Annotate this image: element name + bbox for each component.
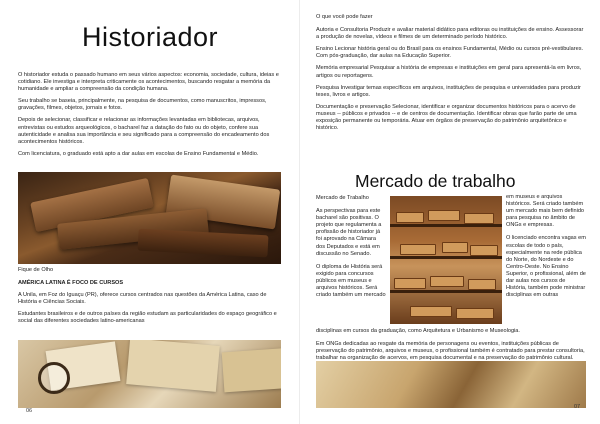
market-right-column [506,194,586,299]
activity-item: Documentação e preservação Selecionar, identificar e organizar documentos históricos para o acervo de museus -- públicos e privados -- e de centros de documentação. Identificar obras que farão parte de uma exposição permanente ou temporária. Atuar em órgãos de preservação do patrimônio arquitetônico e histórico. [316,103,577,132]
market-title: Mercado de trabalho [355,171,516,191]
page-number-right: 07 [574,404,581,410]
sources-paragraph: Seu trabalho se baseia, principalmente, na pesquisa de documentos, como manuscritos, impressos, gravações, filmes, objetos, jornais e fotos. [18,98,267,112]
archive-photo [390,196,502,324]
antique-map-photo [316,361,586,408]
intro-paragraph: O historiador estuda o passado humano em seus vários aspectos: economia, sociedade, cultura, ideias e cotidiano. Ele investiga e interpreta criticamente os acontecimentos, buscando resgatar a memória da humanidade e ampliar a compreensão da condição humana. [18,72,279,93]
market-label: Mercado de Trabalho [316,195,369,201]
activities-heading: O que você pode fazer [316,14,373,20]
licenciatura-paragraph: Com licenciatura, o graduado está apto a dar aulas em escolas de Ensino Fundamental e Médio. [18,150,259,157]
intro-text-block [18,72,284,158]
method-paragraph: Depois de selecionar, classificar e relacionar as informações levantadas em bibliotecas, arquivos, entrevistas ou estudos arqueológicos, o bacharel faz a datação do fato ou do objeto, confere sua autenticidade e analisa sua importância e seu significado para a compreensão do encadeamento dos acontecimentos históricos. [18,117,270,145]
photo-caption: Fique de Olho [18,267,54,273]
focus-paragraph-1: A Unila, em Foz do Iguaçu (PR), oferece cursos centrados nas questões da América Latina, caso de História e Ciências Sociais. [18,292,267,306]
market-full-paragraph-2: Em ONGs dedicadas ao resgate da memória de personagens ou eventos, instituições públicas de preservação do patrimônio, arquivos e museus, o profissional também é contratado para prestar consultoria, trabalhar na organização de acervos, em pesquisa documental e na preservação do patrimônio cultural. [316,341,585,362]
activity-item: Ensino Lecionar história geral ou do Brasil para os ensinos Fundamental, Médio ou cursos pré-vestibulares. Com pós-graduação, dar aulas na Educação Superior. [316,46,584,60]
documents-photo [18,340,281,408]
page-number-left: 06 [26,408,33,414]
focus-heading: AMÉRICA LATINA É FOCO DE CURSOS [18,280,124,287]
activities-block [316,14,584,132]
market-right-paragraph-1: em museus e arquivos históricos. Será criado também um mercado mais bem definido para pesquisa no âmbito de ONGs e empresas. [506,194,585,229]
activity-item: Pesquisa Investigar temas específicos em arquivos, instituições de pesquisa e universidades para produzir teses, livros e artigos. [316,84,581,98]
market-full-width-block [316,328,586,362]
focus-paragraph-2: Estudantes brasileiros e de outros países da região estudam as particularidades do espaço geográfico e social das diferentes sociedades latino-americanas [18,311,277,325]
market-full-paragraph-1: disciplinas em cursos da graduação, como Arquitetura e Urbanismo e Museologia. [316,328,520,334]
old-books-photo [18,172,281,264]
market-right-paragraph-2: O licenciado encontra vagas em escolas de todo o país, especialmente na rede pública do Norte, do Nordeste e do Centro-Oeste. No Ensino Superior, o profissional, além de dar aulas nos cursos de História, também pode ministrar disciplinas em outras [506,235,586,299]
page-title: Historiador [81,22,219,52]
focus-text-block [18,267,284,326]
market-paragraph-2: O diploma de História será exigido para concursos públicos em museus e arquivos históricos. Será criado também um mercado [316,263,386,299]
activity-item: Autoria e Consultoria Produzir e avaliar material didático para editoras ou instituições de ensino. Assessorar a produção de novelas, vídeos e filmes de um determinado período histórico. [316,27,584,41]
activity-item: Memória empresarial Pesquisar a história de empresas e instituições em geral para apresentá-la em livros, artigos ou reportagens. [316,65,582,79]
market-paragraph-1: As perspectivas para este bacharel são positivas. O projeto que regulamenta a profissão de historiador já foi aprovado na Câmara dos Deputados e está em discussão no Senado. [316,208,382,257]
market-left-column [316,195,386,299]
